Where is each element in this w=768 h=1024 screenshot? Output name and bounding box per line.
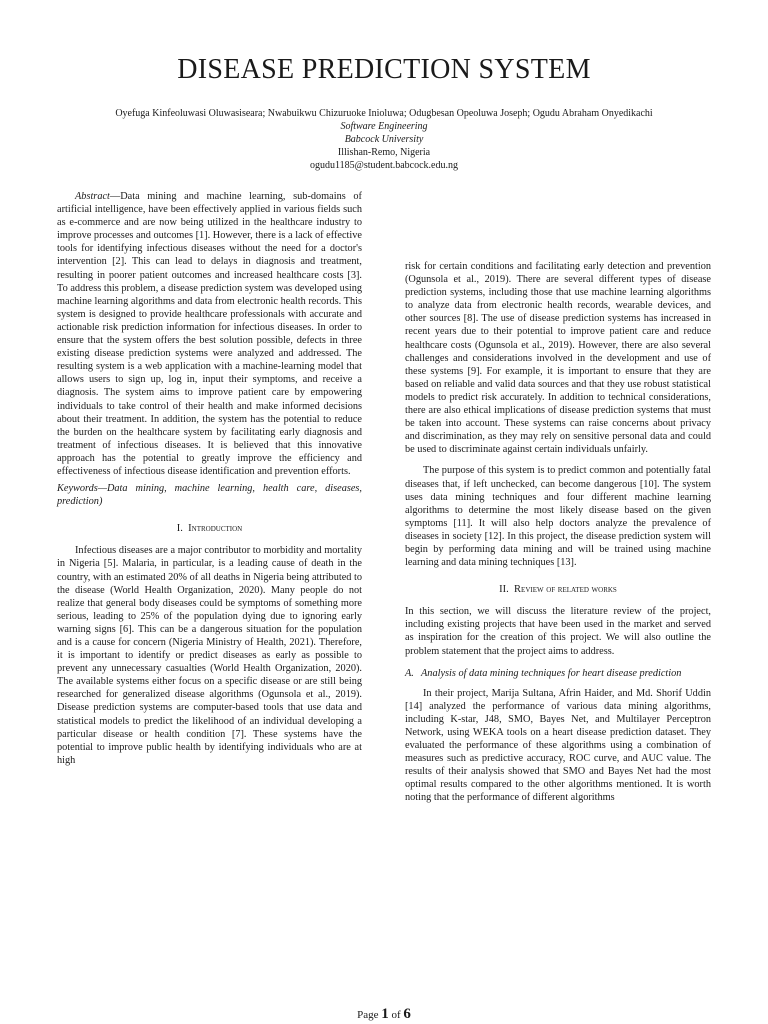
abstract bbox=[57, 190, 362, 478]
footer-page-total: 6 bbox=[403, 1006, 411, 1022]
footer-prefix: Page bbox=[357, 1009, 379, 1021]
paper-title: DISEASE PREDICTION SYSTEM bbox=[177, 54, 591, 85]
section-title: Review of related works bbox=[514, 584, 617, 596]
section-numeral: I. bbox=[176, 523, 183, 535]
author-email: ogudu1185@student.babcock.edu.ng bbox=[310, 160, 458, 171]
author-department: Software Engineering bbox=[340, 121, 428, 132]
abstract-text: —Data mining and machine learning, sub-domains of artificial intelligence, have been effectively applied in various fields such as e-commerce and are now being utilized in the healthcare industry to improve processes and outcomes [1]. However, there is a lack of effective tools for identifying infectious diseases without the need for a doctor's intervention [2]. This can lead to delays in diagnosis and treatment, resulting in poorer patient outcomes and increased healthcare costs [3]. To address this problem, a disease prediction system was developed using machine learning algorithms and data from electronic health records. This system is designed to provide healthcare professionals with accurate and actionable risk prediction information for infectious diseases. In order to ensure that the system offers the best solution possible, defects in three existing disease prediction systems were analyzed and addressed. The resulting system is a web application with a machine-learning model that allows users to sign up, log in, input their symptoms, and receive a diagnosis. The system aims to improve patient care by empowering individuals to take control of their health and make informed decisions about their treatment. In addition, the system has the potential to reduce the burden on the healthcare system by facilitating early diagnosis and treatment of infectious diseases. It is believed that this innovative approach has the potential to greatly improve the efficiency and effectiveness of infectious disease identification and prevention efforts. bbox=[57, 191, 362, 477]
subsection-a-paragraph: In their project, Marija Sultana, Afrin Haider, and Md. Shorif Uddin [14] analyzed the performance of various data mining algorithms, including K-star, J48, SMO, Bayes Net, and Multilayer Perceptron Network, using WEKA tools on a heart disease prediction dataset. They evaluated the performance of these algorithms using a combination of measures such as predictive accuracy, ROC curve, and AUC value. The results of their analysis showed that SMO and Bayes Net had the most optimal results compared to the other algorithms mentioned. It is worth noting that the performance of different algorithms bbox=[405, 687, 711, 804]
footer-page-number: 1 bbox=[381, 1006, 389, 1022]
related-works-intro: In this section, we will discuss the literature review of the project, including existing projects that have been used in the market and served as inspiration for the creation of this project. We will also outline the problem statement that the project aims to address. bbox=[405, 606, 711, 657]
keywords bbox=[57, 482, 362, 508]
author-location: Illishan-Remo, Nigeria bbox=[337, 147, 431, 158]
subsection-title: Analysis of data mining techniques for heart disease prediction bbox=[421, 667, 682, 679]
abstract-lead: Abstract bbox=[75, 191, 110, 202]
intro-paragraph-continued: risk for certain conditions and facilitating early detection and prevention (Ogunsola et al., 2019). There are several different types of disease prediction systems, including those that use machine learning algorithms to analyze data from electronic health records, wearable devices, and other sources [8]. The use of disease prediction systems has increased in recent years due to their potential to improve patient care and reduce healthcare costs (Ogunsola et al., 2019). However, there are also several challenges and considerations involved in the development and use of these systems [9]. For example, it is important to ensure that they are based on reliable and valid data sources and that they use robust statistical models to predict risk accurately. In addition to technical considerations, there are also ethical implications of disease prediction systems that must be taken into account. These systems can raise concerns about privacy and discrimination, as they may rely on sensitive personal data and could be used to discriminate against certain individuals unfairly. bbox=[405, 261, 711, 456]
section-heading-related-works bbox=[405, 583, 711, 596]
footer-of: of bbox=[391, 1009, 401, 1021]
page-footer bbox=[0, 1006, 768, 1023]
right-column bbox=[405, 260, 711, 805]
section-heading-introduction bbox=[57, 522, 362, 535]
intro-purpose-paragraph: The purpose of this system is to predict common and potentially fatal diseases that, if left unchecked, can become dangerous [10]. The system uses data mining techniques and four different machine learning algorithms to determine the most likely disease based on the given symptoms [11]. It will also help doctors analyze the prevalence of diseases in society [12]. In this project, the disease prediction system will begin by performing data mining and will be trained using machine learning and data mining techniques [13]. bbox=[405, 465, 711, 569]
keywords-text: —Data mining, machine learning, health care, diseases, prediction) bbox=[57, 483, 362, 508]
intro-paragraph: Infectious diseases are a major contributor to morbidity and mortality in Nigeria [5]. Malaria, in particular, is a leading cause of death in the country, with an estimated 20% of all deaths in Nigeria being attributed to the disease (World Health Organization, 2020). Many people do not realize that general body diseases could be symptoms of something more serious, leading to 25% of the population dying due to ignoring early warning signs [6]. This can be a dangerous situation for the population and is a cause for concern (Nigeria Ministry of Health, 2021). Therefore, it is important to identify or predict diseases as early as possible to prevent any unnecessary casualties (World Health Organization, 2020). The available systems either focus on a specific disease or are still being researched for generalized disease algorithms (Ogunsola et al., 2019). Disease prediction systems are computer-based tools that use data and statistical models to predict the likelihood of an individual developing a particular disease or health condition [7]. These systems have the potential to improve public health by identifying individuals who are at high bbox=[57, 545, 363, 766]
author-block bbox=[20, 107, 748, 172]
author-names: Oyefuga Kinfeoluwasi Oluwasiseara; Nwabuikwu Chizuruoke Inioluwa; Odugbesan Opeoluwa Joseph; Ogudu Abraham Onyedikachi bbox=[115, 108, 653, 119]
section-title: Introduction bbox=[188, 523, 243, 535]
section-numeral: II. bbox=[499, 584, 509, 596]
keywords-lead: Keywords bbox=[57, 483, 98, 495]
subsection-heading-a bbox=[405, 667, 711, 680]
subsection-letter: A. bbox=[405, 667, 414, 679]
author-university: Babcock University bbox=[344, 134, 424, 145]
left-column bbox=[57, 190, 362, 767]
